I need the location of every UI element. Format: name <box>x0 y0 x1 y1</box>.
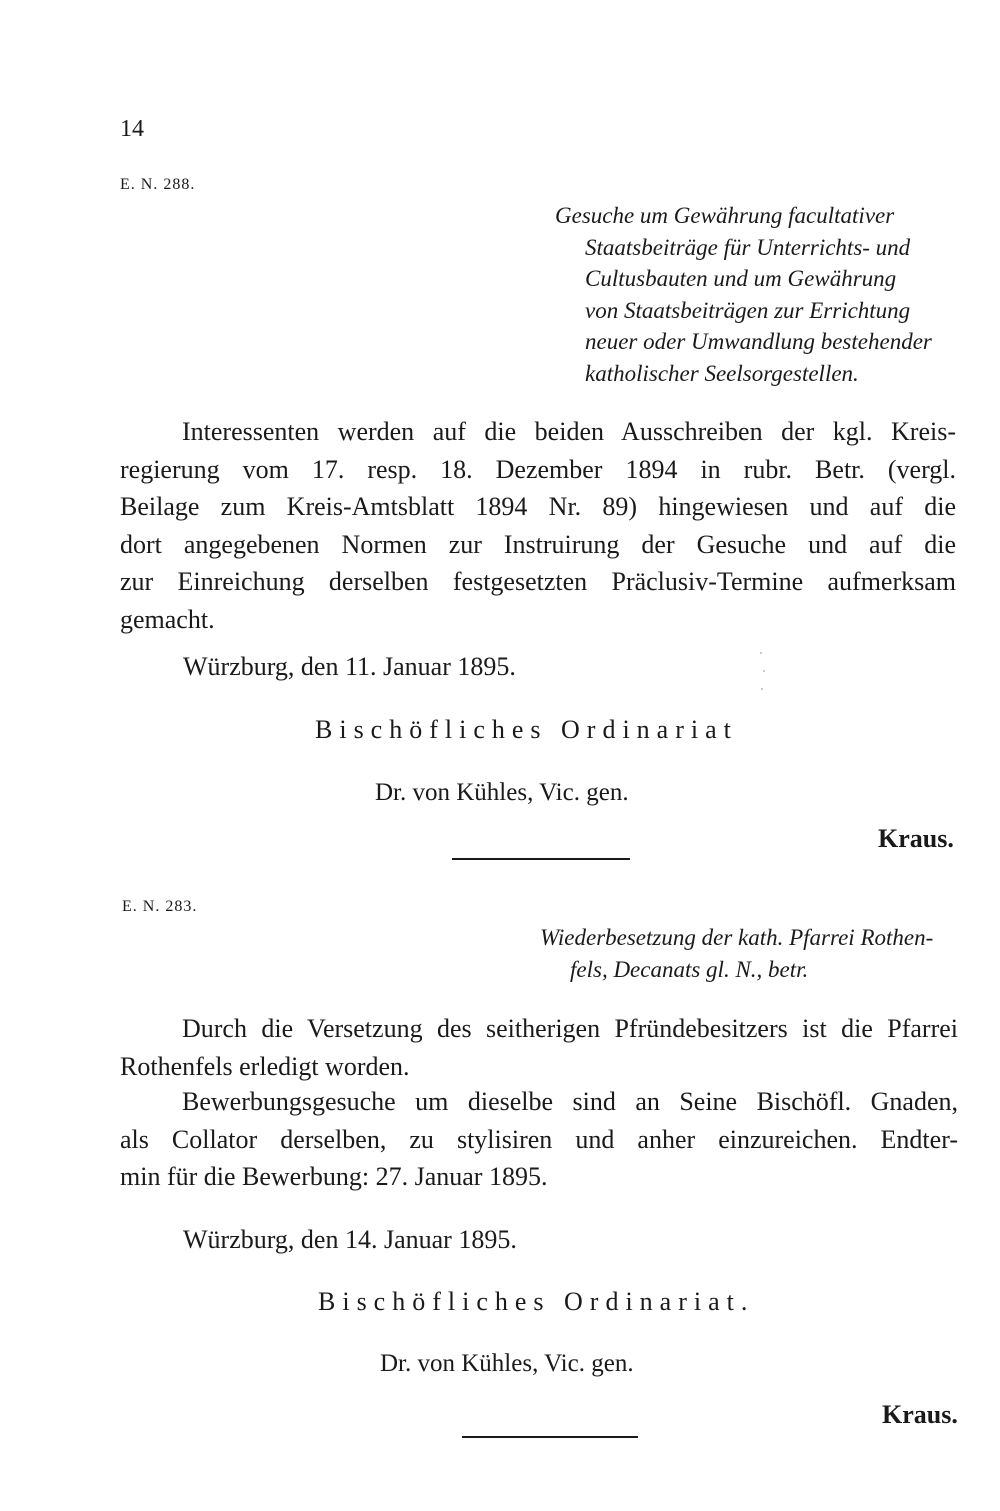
notice-1-signer: Dr. von Kühles, Vic. gen. <box>375 779 629 806</box>
notice-2-reference: E. N. 283. <box>122 898 198 915</box>
subject-line: von Staatsbeiträgen zur Errichtung <box>585 297 911 323</box>
subject-line: fels, Decanats gl. N., betr. <box>570 956 809 982</box>
notice-2-paragraph-2 <box>120 1083 958 1196</box>
body-line: zur Einreichung derselben festgesetzten Präclusiv-Termine aufmerksam <box>120 567 956 596</box>
notice-1-subject <box>555 200 955 389</box>
notice-2-office: Bischöfliches Ordinariat. <box>318 1287 755 1316</box>
body-line: dort angegebenen Normen zur Instruirung der Gesuche und auf die <box>120 529 956 559</box>
page-number: 14 <box>120 116 144 142</box>
notice-2-signer: Dr. von Kühles, Vic. gen. <box>380 1350 634 1377</box>
notice-2-subject <box>540 922 960 985</box>
notice-2-date-line: Würzburg, den 14. Januar 1895. <box>183 1225 517 1254</box>
subject-line: katholischer Seelsorgestellen. <box>585 360 859 386</box>
subject-line: neuer oder Umwandlung bestehender <box>585 329 932 354</box>
page-speck <box>760 652 762 654</box>
body-line: Interessenten werden auf die beiden Ausschreiben der kgl. Kreis- <box>182 417 956 446</box>
section-divider <box>452 858 630 860</box>
subject-line: Wiederbesetzung der kath. Pfarrei Rothen- <box>540 925 934 950</box>
body-line: regierung vom 17. resp. 18. Dezember 1894 in rubr. Betr. (vergl. <box>120 454 956 484</box>
subject-line: Staatsbeiträge für Unterrichts- und <box>585 234 911 260</box>
section-divider <box>462 1436 638 1438</box>
notice-1-body <box>120 413 956 638</box>
body-line: Beilage zum Kreis-Amtsblatt 1894 Nr. 89) hingewiesen und auf die <box>120 492 956 521</box>
notice-2-paragraph-1 <box>120 1010 958 1085</box>
body-line: gemacht. <box>120 604 215 634</box>
notice-1-office: Bischöfliches Ordinariat <box>315 715 738 744</box>
notice-1-signoff: Kraus. <box>878 824 954 853</box>
page-speck <box>763 670 765 672</box>
body-line: als Collator derselben, zu stylisiren und anher einzureichen. Endter- <box>120 1124 958 1154</box>
body-line: Rothenfels erledigt worden. <box>120 1051 410 1081</box>
subject-line: Gesuche um Gewährung facultativer <box>555 203 895 228</box>
body-line: Bewerbungsgesuche um dieselbe sind an Seine Bischöfl. Gnaden, <box>182 1087 958 1116</box>
page-speck <box>761 688 763 690</box>
body-line: Durch die Versetzung des seitherigen Pfründebesitzers ist die Pfarrei <box>182 1014 958 1043</box>
subject-line: Cultusbauten und um Gewährung <box>585 266 897 291</box>
notice-1-reference: E. N. 288. <box>120 176 196 193</box>
notice-2-signoff: Kraus. <box>882 1400 958 1429</box>
body-line: min für die Bewerbung: 27. Januar 1895. <box>120 1162 548 1191</box>
notice-1-date-line: Würzburg, den 11. Januar 1895. <box>183 652 516 681</box>
